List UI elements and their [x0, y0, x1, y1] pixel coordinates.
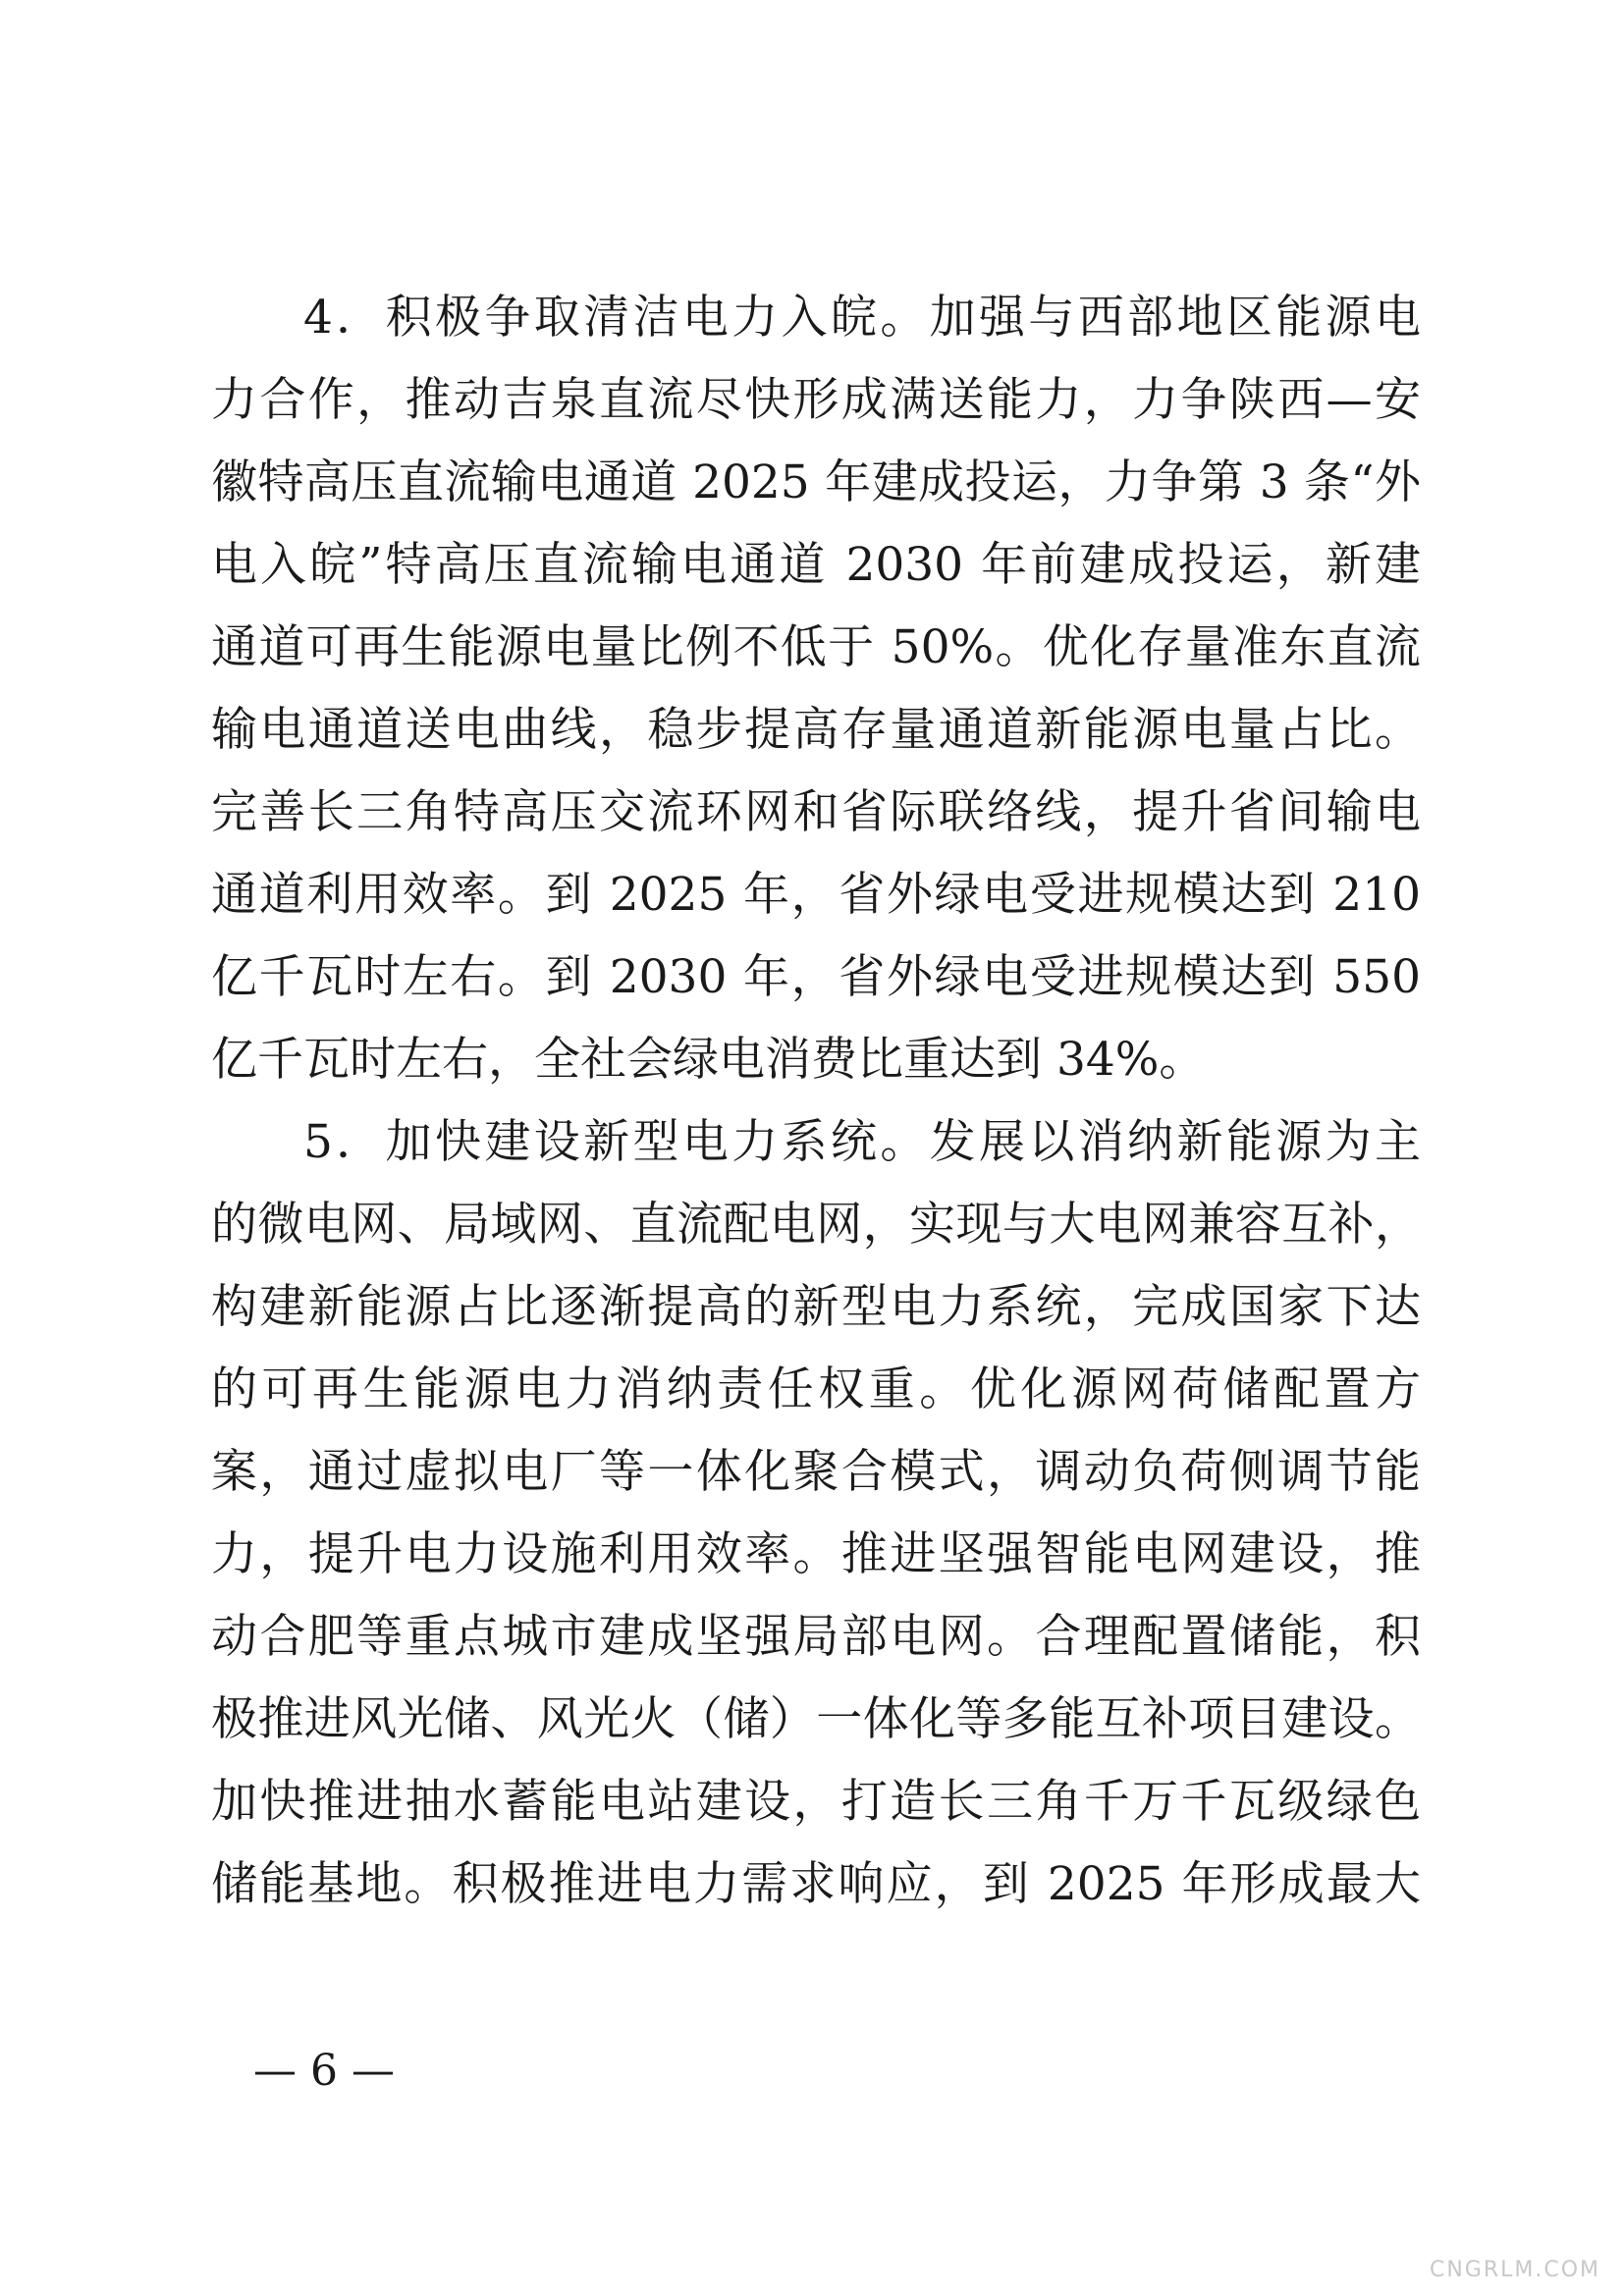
paragraph-5 — [211, 1101, 1421, 1926]
paragraph-line: 徽特高压直流输电通道 2025 年建成投运，力争第 3 条“外 — [211, 455, 1421, 509]
paragraph-line: 亿千瓦时左右。到 2030 年，省外绿电受进规模达到 550 — [211, 950, 1421, 1004]
paragraph-line: 5．加快建设新型电力系统。发展以消纳新能源为主 — [303, 1115, 1421, 1169]
paragraph-line: 案，通过虚拟电厂等一体化聚合模式，调动负荷侧调节能 — [211, 1445, 1421, 1499]
paragraph-line: 4．积极争取清洁电力入皖。加强与西部地区能源电 — [303, 291, 1421, 345]
paragraph-line: 通道利用效率。到 2025 年，省外绿电受进规模达到 210 — [211, 868, 1421, 922]
paragraph-line: 储能基地。积极推进电力需求响应，到 2025 年形成最大 — [211, 1857, 1421, 1911]
paragraph-line: 电入皖”特高压直流输电通道 2030 年前建成投运，新建 — [211, 538, 1421, 592]
page-number: — 6 — — [253, 2046, 395, 2096]
paragraph-line: 的微电网、局域网、直流配电网，实现与大电网兼容互补， — [211, 1198, 1421, 1252]
paragraph-line: 亿千瓦时左右，全社会绿电消费比重达到 34%。 — [211, 1033, 1206, 1087]
paragraph-line: 极推进风光储、风光火（储）一体化等多能互补项目建设。 — [211, 1692, 1421, 1746]
paragraph-line: 输电通道送电曲线，稳步提高存量通道新能源电量占比。 — [211, 703, 1421, 757]
paragraph-line: 加快推进抽水蓄能电站建设，打造长三角千万千瓦级绿色 — [211, 1775, 1421, 1829]
paragraph-4 — [211, 277, 1421, 1101]
paragraph-line: 力合作，推动吉泉直流尽快形成满送能力，力争陕西—安 — [211, 373, 1421, 427]
body-text — [211, 277, 1421, 1926]
paragraph-line: 通道可再生能源电量比例不低于 50%。优化存量准东直流 — [211, 620, 1421, 674]
paragraph-line: 力，提升电力设施利用效率。推进坚强智能电网建设，推 — [211, 1527, 1421, 1581]
paragraph-line: 完善长三角特高压交流环网和省际联络线，提升省间输电 — [211, 785, 1421, 839]
watermark: CNGRLM.COM — [1429, 2258, 1600, 2282]
paragraph-line: 构建新能源占比逐渐提高的新型电力系统，完成国家下达 — [211, 1280, 1421, 1334]
paragraph-line: 的可再生能源电力消纳责任权重。优化源网荷储配置方 — [211, 1362, 1421, 1416]
paragraph-line: 动合肥等重点城市建成坚强局部电网。合理配置储能，积 — [211, 1610, 1421, 1664]
